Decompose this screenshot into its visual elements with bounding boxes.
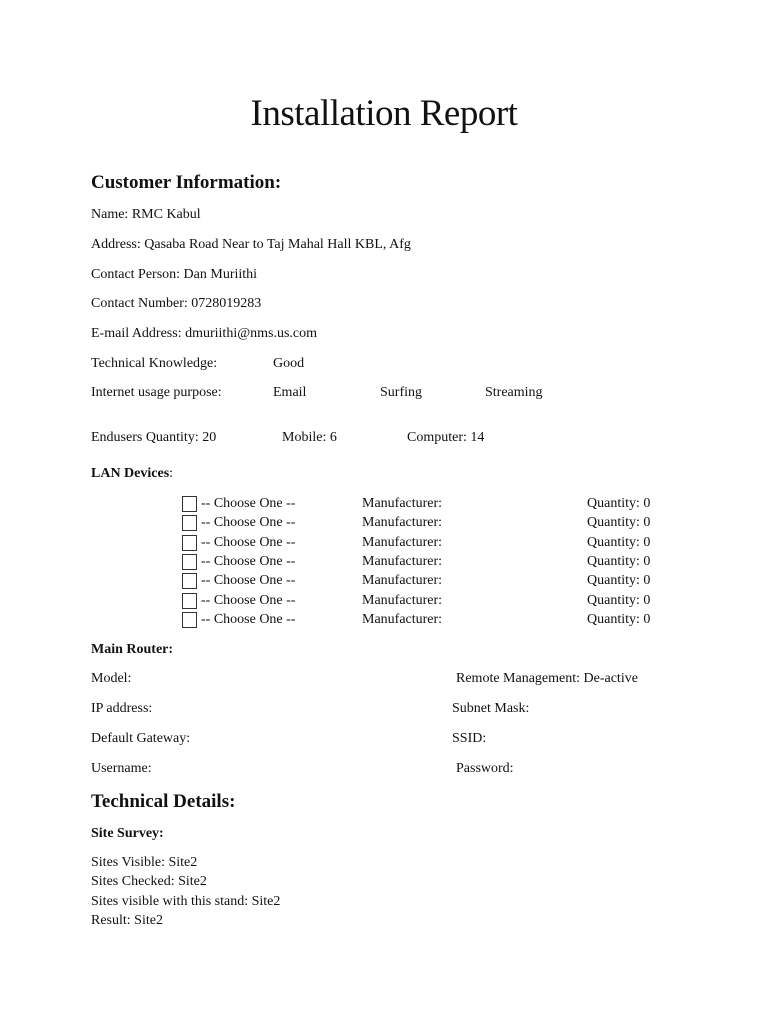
site-survey-heading: Site Survey:	[91, 826, 164, 841]
subnet-mask: Subnet Mask:	[452, 701, 530, 716]
ssid: SSID:	[452, 731, 487, 746]
survey-result: Result: Site2	[91, 913, 163, 928]
device-type-select[interactable]: -- Choose One --	[201, 496, 296, 511]
device-manufacturer: Manufacturer:	[362, 612, 443, 627]
device-checkbox[interactable]	[182, 535, 197, 551]
device-checkbox[interactable]	[182, 496, 197, 512]
device-quantity: Quantity: 0	[587, 593, 651, 608]
lan-devices-heading-text: LAN Devices	[91, 466, 170, 481]
customer-address: Address: Qasaba Road Near to Taj Mahal Hall KBL, Afg	[91, 237, 411, 252]
customer-info-heading: Customer Information:	[91, 172, 282, 193]
technical-details-heading: Technical Details:	[91, 791, 236, 812]
router-ip-address: IP address:	[91, 701, 153, 716]
device-type-select[interactable]: -- Choose One --	[201, 573, 296, 588]
device-checkbox[interactable]	[182, 612, 197, 628]
device-manufacturer: Manufacturer:	[362, 573, 443, 588]
page-title: Installation Report	[250, 93, 518, 134]
device-manufacturer: Manufacturer:	[362, 554, 443, 569]
lan-devices-heading	[91, 466, 173, 482]
device-quantity: Quantity: 0	[587, 573, 651, 588]
device-quantity: Quantity: 0	[587, 612, 651, 627]
remote-management: Remote Management: De-active	[456, 671, 638, 686]
main-router-heading: Main Router:	[91, 642, 174, 657]
device-manufacturer: Manufacturer:	[362, 496, 443, 511]
device-type-select[interactable]: -- Choose One --	[201, 612, 296, 627]
device-checkbox[interactable]	[182, 573, 197, 589]
customer-name: Name: RMC Kabul	[91, 207, 201, 222]
sites-visible-with-stand: Sites visible with this stand: Site2	[91, 894, 281, 909]
computer-count: Computer: 14	[407, 430, 485, 445]
lan-devices-heading-colon: :	[169, 466, 174, 481]
default-gateway: Default Gateway:	[91, 731, 191, 746]
device-quantity: Quantity: 0	[587, 515, 651, 530]
device-checkbox[interactable]	[182, 515, 197, 531]
device-type-select[interactable]: -- Choose One --	[201, 593, 296, 608]
usage-surfing: Surfing	[380, 385, 422, 400]
contact-person: Contact Person: Dan Muriithi	[91, 267, 258, 282]
contact-number: Contact Number: 0728019283	[91, 296, 262, 311]
mobile-count: Mobile: 6	[282, 430, 337, 445]
tech-knowledge-label: Technical Knowledge:	[91, 356, 218, 371]
device-manufacturer: Manufacturer:	[362, 535, 443, 550]
endusers-quantity: Endusers Quantity: 20	[91, 430, 217, 445]
sites-visible: Sites Visible: Site2	[91, 855, 198, 870]
device-type-select[interactable]: -- Choose One --	[201, 515, 296, 530]
usage-email: Email	[273, 385, 307, 400]
device-type-select[interactable]: -- Choose One --	[201, 535, 296, 550]
usage-label: Internet usage purpose:	[91, 385, 222, 400]
device-quantity: Quantity: 0	[587, 535, 651, 550]
device-quantity: Quantity: 0	[587, 554, 651, 569]
sites-checked: Sites Checked: Site2	[91, 874, 207, 889]
device-checkbox[interactable]	[182, 554, 197, 570]
router-password: Password:	[456, 761, 514, 776]
router-model: Model:	[91, 671, 132, 686]
email-address: E-mail Address: dmuriithi@nms.us.com	[91, 326, 317, 341]
device-type-select[interactable]: -- Choose One --	[201, 554, 296, 569]
router-username: Username:	[91, 761, 152, 776]
usage-streaming: Streaming	[485, 385, 543, 400]
tech-knowledge-value: Good	[273, 356, 305, 371]
device-manufacturer: Manufacturer:	[362, 593, 443, 608]
device-checkbox[interactable]	[182, 593, 197, 609]
device-manufacturer: Manufacturer:	[362, 515, 443, 530]
device-quantity: Quantity: 0	[587, 496, 651, 511]
